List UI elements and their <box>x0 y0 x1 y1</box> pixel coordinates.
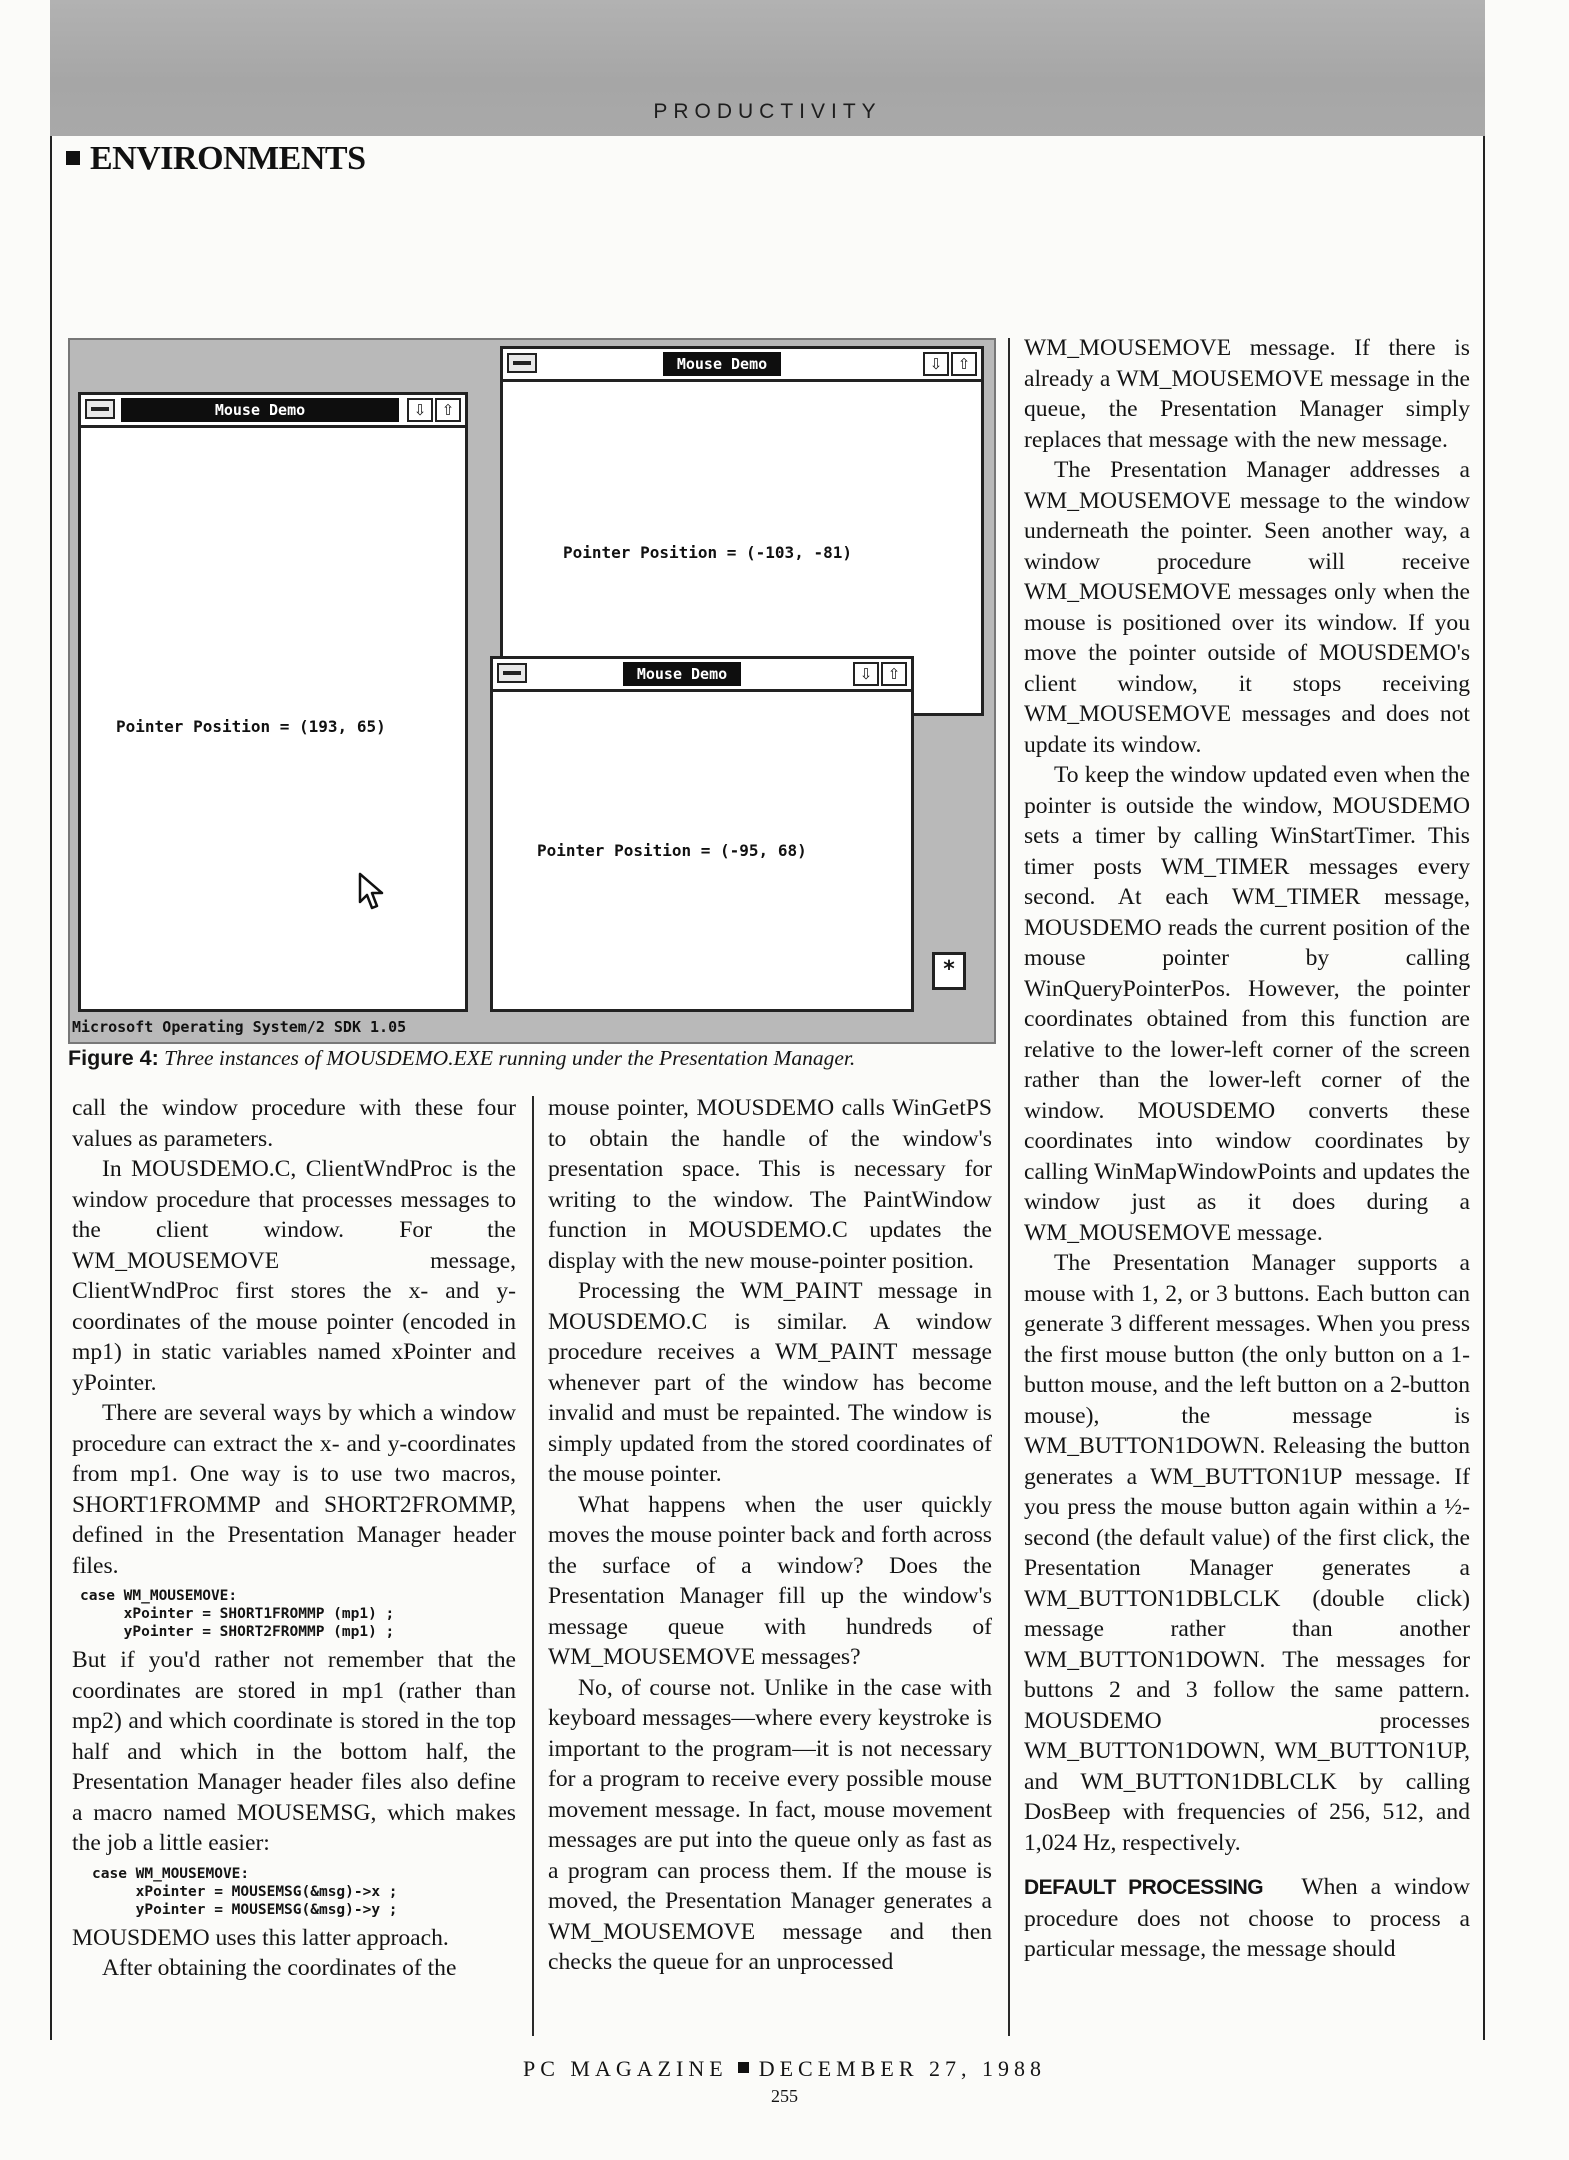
paragraph: mouse pointer, MOUSDEMO calls WinGetPS to obtain the handle of the window's presentation space. This is necessary for writing to the window. The PaintWindow function in MOUSDEMO.C updates the display with the new mouse-pointer position. <box>548 1095 992 1274</box>
text-column-2 <box>548 1093 992 1978</box>
paragraph: MOUSDEMO uses this latter approach. <box>72 1924 449 1951</box>
paragraph-text: When a window procedure does not choose to process a particular message, the message should <box>1024 1874 1470 1962</box>
pointer-position-text: Pointer Position = (193, 65) <box>116 717 386 736</box>
mouse-pointer-icon <box>358 872 384 912</box>
right-rule <box>1483 136 1485 2040</box>
min-max-buttons <box>853 662 907 686</box>
maximize-icon[interactable]: ⇧ <box>881 662 907 686</box>
text-column-3 <box>1024 333 1470 1965</box>
footer <box>0 2056 1569 2082</box>
minimized-icon[interactable]: * <box>932 952 966 990</box>
mouse-demo-window-3 <box>490 656 914 1012</box>
window-title: Mouse Demo <box>121 398 399 422</box>
page-number: 255 <box>771 2086 798 2106</box>
window-title: Mouse Demo <box>663 352 781 376</box>
pointer-position-text: Pointer Position = (-103, -81) <box>563 543 852 562</box>
column-rule <box>532 1096 534 2036</box>
section-label: PRODUCTIVITY <box>653 100 882 123</box>
paragraph: Processing the WM_PAINT message in MOUSDEMO.C is similar. A window procedure receives a WM_PAINT message whenever part of the window has become invalid and must be repainted. The window is simply updated from the stored coordinates of the mouse pointer. <box>548 1278 992 1487</box>
window-title: Mouse Demo <box>623 662 741 686</box>
status-line: Microsoft Operating System/2 SDK 1.05 <box>72 1018 407 1036</box>
column-rule <box>1008 338 1010 2036</box>
department-heading <box>66 140 365 178</box>
title-bar <box>493 659 911 692</box>
bullet-square-icon <box>66 151 80 165</box>
figure-screenshot <box>68 338 996 1044</box>
paragraph: The Presentation Manager supports a mouse with 1, 2, or 3 buttons. Each button can generate 3 different messages. When you press the first mouse button (the only button on a 1-button mouse, and the left button on a 2-button mouse), the message is WM_BUTTON1DOWN. Releasing the button generates a WM_BUTTON1UP message. If you press the mouse button again within a ½-second (the default value) of the first click, the Presentation Manager generates a WM_BUTTON1DBLCLK (double click) message rather than another WM_BUTTON1DOWN. The messages for buttons 2 and 3 follow the same pattern. MOUSDEMO processes WM_BUTTON1DOWN, WM_BUTTON1UP, and WM_BUTTON1DBLCLK by calling DosBeep with frequencies of 256, 512, and 1,024 Hz, respectively. <box>1024 1250 1470 1856</box>
title-bar <box>81 395 465 428</box>
min-max-buttons <box>923 352 977 376</box>
code-listing: case WM_MOUSEMOVE: xPointer = SHORT1FROMMP (mp1) ; yPointer = SHORT2FROMMP (mp1) ; <box>80 1588 395 1640</box>
paragraph: WM_MOUSEMOVE message. If there is already a WM_MOUSEMOVE message in the queue, the Presentation Manager simply replaces that message with the new message. <box>1024 335 1470 453</box>
paragraph: There are several ways by which a window procedure can extract the x- and y-coordinates from mp1. One way is to use two macros, SHORT1FROMMP and SHORT2FROMMP, defined in the Presentation Manager header files. <box>72 1400 516 1579</box>
maximize-icon[interactable]: ⇧ <box>435 398 461 422</box>
maximize-icon[interactable]: ⇧ <box>951 352 977 376</box>
paragraph <box>1024 1872 1470 1965</box>
left-rule <box>50 136 52 2040</box>
issue-date: DECEMBER 27, 1988 <box>758 2056 1047 2081</box>
pointer-position-text: Pointer Position = (-95, 68) <box>537 841 807 860</box>
text-column-1 <box>72 1093 516 1984</box>
header-banner <box>50 0 1485 136</box>
system-menu-icon[interactable] <box>507 353 537 373</box>
paragraph: The Presentation Manager addresses a WM_MOUSEMOVE message to the window underneath the pointer. Seen another way, a window procedure will receive WM_MOUSEMOVE messages only when the mouse is positioned over its window. If you move the pointer outside of MOUSDEMO's client window, it stops receiving WM_MOUSEMOVE messages and does not update its window. <box>1024 457 1470 758</box>
paragraph: What happens when the user quickly moves the mouse pointer back and forth across the surface of a window? Does the Presentation Manager fill up the window's message queue with hundreds of WM_MOUSEMOVE messages? <box>548 1491 992 1670</box>
caption-label: Figure 4: <box>68 1046 159 1070</box>
caption-text: Three instances of MOUSDEMO.EXE running under the Presentation Manager. <box>164 1046 856 1070</box>
subhead-runin: DEFAULT PROCESSING <box>1024 1876 1264 1899</box>
bullet-square-icon <box>738 2062 749 2073</box>
min-max-buttons <box>407 398 461 422</box>
title-bar <box>503 349 981 382</box>
paragraph: In MOUSDEMO.C, ClientWndProc is the window procedure that processes messages to the client window. For the WM_MOUSEMOVE message, ClientWndProc first stores the x- and y-coordinates of the mouse pointer (encoded in mp1) in static variables named xPointer and yPointer. <box>72 1156 516 1396</box>
paragraph: No, of course not. Unlike in the case with keyboard messages—where every keystroke is important to the program—it is not necessary for a program to receive every possible mouse movement message. In fact, mouse movement messages are put into the queue only as fast as a program can process them. If the mouse is moved, the Presentation Manager generates a WM_MOUSEMOVE message and then checks the queue for an unprocessed <box>548 1674 992 1975</box>
figure-caption <box>68 1046 992 1071</box>
magazine-name: PC MAGAZINE <box>522 2056 728 2081</box>
paragraph: After obtaining the coordinates of the <box>102 1955 457 1981</box>
minimize-icon[interactable]: ⇩ <box>853 662 879 686</box>
paragraph: call the window procedure with these four values as parameters. <box>72 1095 516 1152</box>
code-listing: case WM_MOUSEMOVE: xPointer = MOUSEMSG(&msg)->x ; yPointer = MOUSEMSG(&msg)->y ; <box>92 1865 398 1918</box>
mouse-demo-window-1 <box>78 392 468 1012</box>
minimize-icon[interactable]: ⇩ <box>923 352 949 376</box>
paragraph: To keep the window updated even when the pointer is outside the window, MOUSDEMO sets a timer by calling WinStartTimer. This timer posts WM_TIMER messages every second. At each WM_TIMER message, MOUSDEMO reads the current position of the mouse pointer by calling WinQueryPointerPos. However, the pointer coordinates obtained from this function are relative to the lower-left corner of the screen rather than the lower-left corner of the window. MOUSDEMO converts these coordinates into window coordinates by calling WinMapWindowPoints and updates the window just as it does during a WM_MOUSEMOVE message. <box>1024 762 1470 1246</box>
paragraph: But if you'd rather not remember that the coordinates are stored in mp1 (rather than mp2) and which coordinate is stored in the top half and which in the bottom half, the Presentation Manager header files also define a macro named MOUSEMSG, which makes the job a little easier: <box>72 1647 516 1856</box>
department-title: ENVIRONMENTS <box>90 140 366 177</box>
system-menu-icon[interactable] <box>497 663 527 683</box>
minimize-icon[interactable]: ⇩ <box>407 398 433 422</box>
system-menu-icon[interactable] <box>85 399 115 419</box>
